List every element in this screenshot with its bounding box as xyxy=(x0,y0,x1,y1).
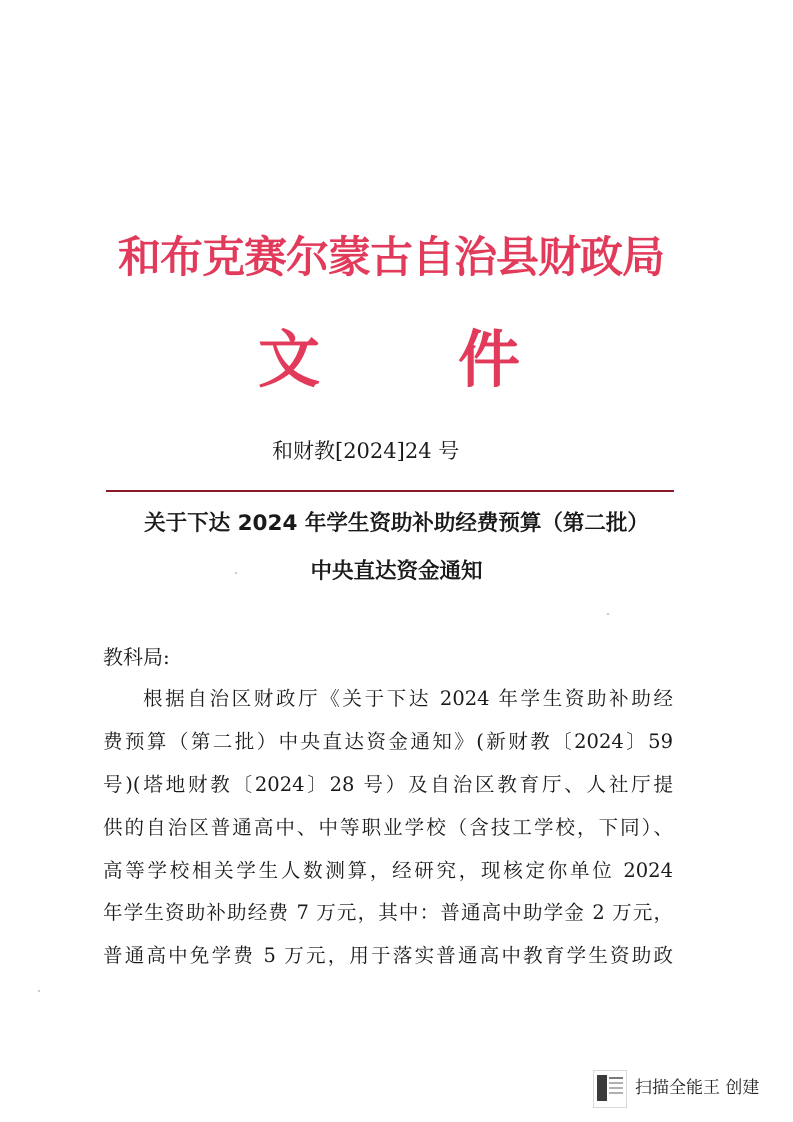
issuing-authority-header: 和布克赛尔蒙古自治县财政局 xyxy=(118,233,664,283)
body-text-line: 高等学校相关学生人数测算，经研究，现核定你单位 2024 xyxy=(103,859,673,882)
body-text-line: 号)(塔地财教〔2024〕28 号）及自治区教育厅、人社厅提 xyxy=(103,773,673,796)
body-text-line: 年学生资助补助经费 7 万元，其中：普通高中助学金 2 万元， xyxy=(103,901,673,924)
document-word-char-2: 件 xyxy=(458,323,521,396)
camscanner-logo-icon xyxy=(593,1070,627,1108)
red-divider-line xyxy=(106,490,674,492)
document-word-header xyxy=(258,320,558,400)
scanner-watermark xyxy=(593,1066,783,1110)
notice-title-line-2: 中央直达资金通知 xyxy=(310,559,483,584)
scan-speck xyxy=(38,990,40,992)
scan-speck xyxy=(235,572,237,574)
salutation: 教科局: xyxy=(103,645,170,669)
scanner-label: 扫描全能王 创建 xyxy=(635,1078,760,1098)
body-text-line: 普通高中免学费 5 万元，用于落实普通高中教育学生资助政 xyxy=(103,944,673,967)
scan-speck xyxy=(607,613,609,615)
body-text-line: 根据自治区财政厅《关于下达 2024 年学生资助补助经 xyxy=(143,687,673,710)
document-word-char-1: 文 xyxy=(258,323,321,396)
body-text-line: 供的自治区普通高中、中等职业学校（含技工学校，下同）、 xyxy=(103,816,673,839)
document-number: 和财教[2024]24 号 xyxy=(272,439,460,463)
body-text-line: 费预算（第二批）中央直达资金通知》(新财教〔2024〕59 xyxy=(103,730,673,753)
notice-title-line-1: 关于下达 2024 年学生资助补助经费预算（第二批） xyxy=(144,511,649,536)
